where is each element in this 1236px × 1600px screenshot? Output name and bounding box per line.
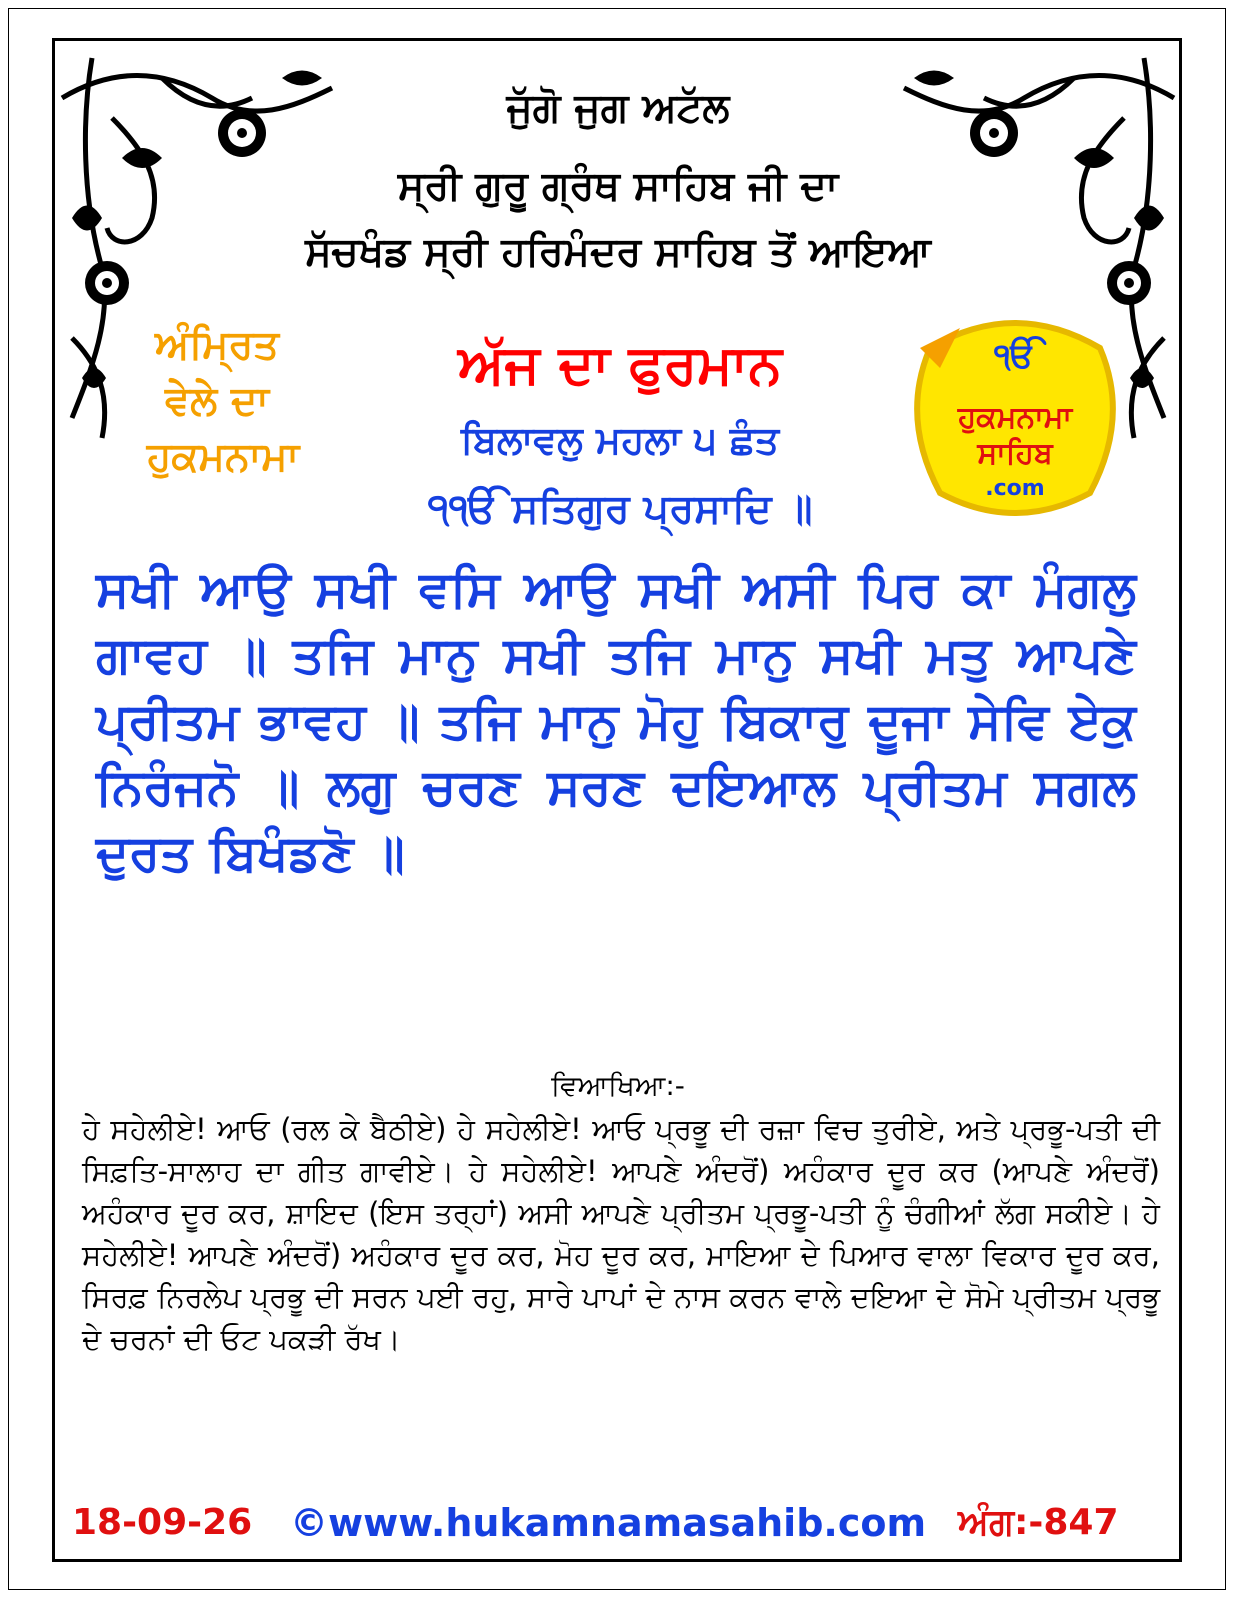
amrit-vele-line-3: ਹੁਕਮਨਾਮਾ (146, 434, 300, 480)
header-line-1: ਜੁੱਗੋ ਜੁਗ ਅਟੱਲ (506, 85, 730, 131)
logo-ek-onkar: ੴ (994, 336, 1036, 376)
hukamnama-sahib-logo (900, 308, 1130, 528)
logo-line-1: ਹੁਕਮਨਾਮਾ (957, 400, 1073, 435)
footer-ang-number: ਅੰਗ:-847 (958, 1502, 1119, 1543)
logo-line-2: ਸਾਹਿਬ (977, 436, 1053, 471)
gurbani-text: ਸਖੀ ਆਉ ਸਖੀ ਵਸਿ ਆਉ ਸਖੀ ਅਸੀ ਪਿਰ ਕਾ ਮੰਗਲੁ ਗਾਵਹ ॥ ਤਜਿ ਮਾਨੁ ਸਖੀ ਤਜਿ ਮਾਨੁ ਸਖੀ ਮਤੁ ਆਪਣੇ ਪ੍ਰੀਤਮ ਭਾਵਹ ॥ ਤਜਿ ਮਾਨੁ ਮੋਹੁ ਬਿਕਾਰੁ ਦੂਜਾ ਸੇਵਿ ਏਕੁ ਨਿਰੰਜਨੋ ॥ ਲਗੁ ਚਰਣ ਸਰਣ ਦਇਆਲ ਪ੍ਰੀਤਮ ਸਗਲ ਦੁਰਤ ਬਿਖੰਡਣੋ ॥ (96, 560, 1136, 882)
vyakhya-text: ਹੇ ਸਹੇਲੀਏ! ਆਓ (ਰਲ ਕੇ ਬੈਠੀਏ) ਹੇ ਸਹੇਲੀਏ! ਆਓ ਪ੍ਰਭੂ ਦੀ ਰਜ਼ਾ ਵਿਚ ਤੁਰੀਏ, ਅਤੇ ਪ੍ਰਭੂ-ਪਤੀ ਦੀ ਸਿਫ਼ਤਿ-ਸਾਲਾਹ ਦਾ ਗੀਤ ਗਾਵੀਏ। ਹੇ ਸਹੇਲੀਏ! ਆਪਣੇ ਅੰਦਰੋਂ) ਅਹੰਕਾਰ ਦੂਰ ਕਰ (ਆਪਣੇ ਅੰਦਰੋਂ) ਅਹੰਕਾਰ ਦੂਰ ਕਰ, ਸ਼ਾਇਦ (ਇਸ ਤਰ੍ਹਾਂ) ਅਸੀ ਆਪਣੇ ਪ੍ਰੀਤਮ ਪ੍ਰਭੂ-ਪਤੀ ਨੂੰ ਚੰਗੀਆਂ ਲੱਗ ਸਕੀਏ। ਹੇ ਸਹੇਲੀਏ! ਆਪਣੇ ਅੰਦਰੋਂ) ਅਹੰਕਾਰ ਦੂਰ ਕਰ, ਮੋਹ ਦੂਰ ਕਰ, ਮਾਇਆ ਦੇ ਪਿਆਰ ਵਾਲਾ ਵਿਕਾਰ ਦੂਰ ਕਰ, ਸਿਰਫ਼ ਨਿਰਲੇਪ ਪ੍ਰਭੂ ਦੀ ਸਰਨ ਪਈ ਰਹੁ, ਸਾਰੇ ਪਾਪਾਂ ਦੇ ਨਾਸ ਕਰਨ ਵਾਲੇ ਦਇਆ ਦੇ ਸੋਮੇ ਪ੍ਰੀਤਮ ਪ੍ਰਭੂ ਦੇ ਚਰਨਾਂ ਦੀ ਓਟ ਪਕੜੀ ਰੱਖ। (82, 1112, 1160, 1356)
mool-mantar (300, 480, 940, 538)
header-line-2: ਸ੍ਰੀ ਗੁਰੂ ਗ੍ਰੰਥ ਸਾਹਿਬ ਜੀ ਦਾ (397, 163, 839, 209)
header-line-3: ਸੱਚਖੰਡ ਸ੍ਰੀ ਹਰਿਮੰਦਰ ਸਾਹਿਬ ਤੋਂ ਆਇਆ (305, 229, 931, 275)
page-title: ਅੱਜ ਦਾ ਫੁਰਮਾਨ (458, 333, 782, 396)
mool-prefix: ੧ (427, 486, 450, 532)
amrit-vele-line-1: ਅੰਮ੍ਰਿਤ (155, 322, 279, 368)
amrit-vele-line-2: ਵੇਲੇ ਦਾ (165, 378, 269, 424)
footer-website-link[interactable]: ©www.hukamnamasahib.com (290, 1501, 927, 1545)
footer-date: 18-09-26 (72, 1502, 253, 1543)
vyakhya-label: ਵਿਆਖਿਆ:- (551, 1069, 685, 1102)
mool-text: ੴ ਸਤਿਗੁਰ ਪ੍ਰਸਾਦਿ ॥ (449, 486, 813, 532)
raag-heading: ਬਿਲਾਵਲੁ ਮਹਲਾ ੫ ਛੰਤ (460, 418, 780, 462)
logo-line-3: .com (985, 476, 1045, 501)
